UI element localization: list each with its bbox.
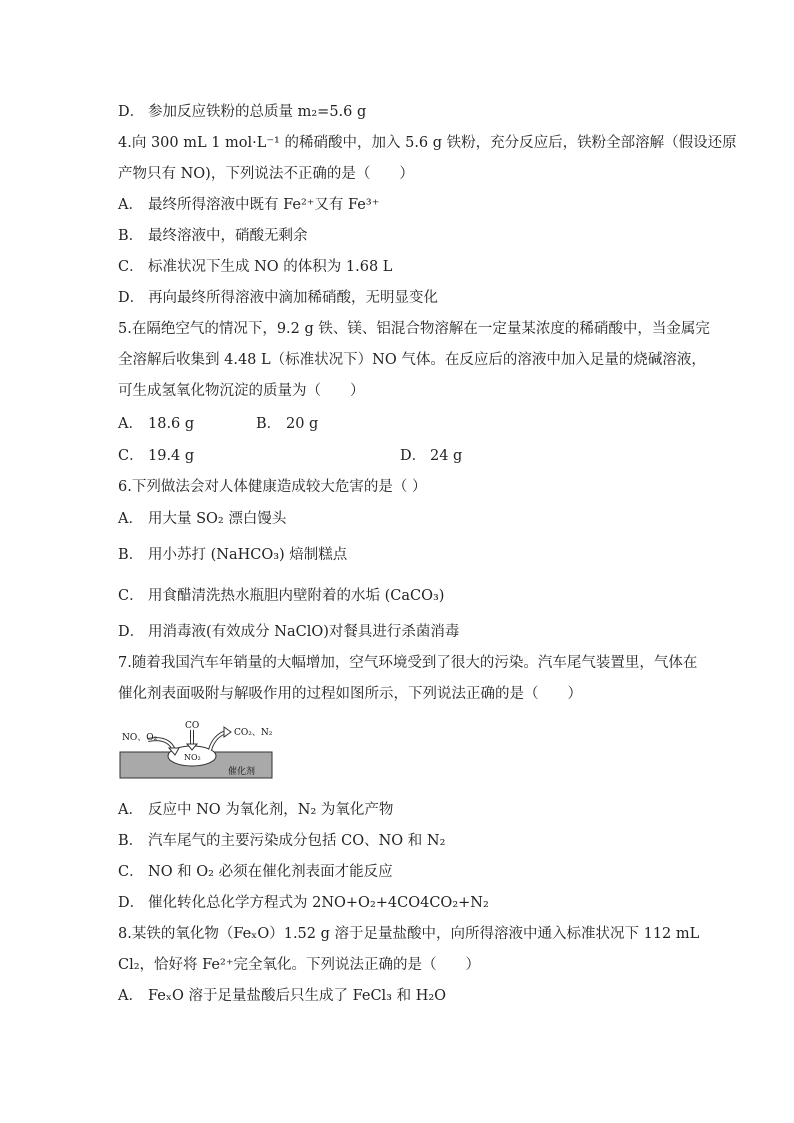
q5-option-c: C． 19.4 g	[118, 448, 195, 464]
label-co: CO	[185, 721, 200, 731]
q4-option-b: B． 最终溶液中，硝酸无剩余	[118, 228, 308, 244]
question-8-line-1: 8.某铁的氧化物（FeₓO）1.52 g 溶于足量盐酸中，向所得溶液中通入标准状况下 112 mL	[118, 926, 700, 942]
arrow-out-head	[224, 727, 231, 737]
question-5-line-2: 全溶解后收集到 4.48 L（标准状况下）NO 气体。在反应后的溶液中加入足量的烧碱溶液，	[118, 352, 706, 368]
question-7-line-2: 催化剂表面吸附与解吸作用的过程如图所示，下列说法正确的是（ ）	[118, 686, 582, 702]
q8-option-a: A． FeₓO 溶于足量盐酸后只生成了 FeCl₃ 和 H₂O	[118, 988, 447, 1004]
q7-option-c: C． NO 和 O₂ 必须在催化剂表面才能反应	[118, 864, 393, 880]
label-no2: NO₂	[184, 753, 201, 762]
option-d-prev: D． 参加反应铁粉的总质量 m₂=5.6 g	[118, 104, 367, 120]
q7-option-d: D． 催化转化总化学方程式为 2NO+O₂+4CO4CO₂+N₂	[118, 895, 489, 911]
label-reactants: NO、O₂	[122, 733, 158, 743]
q5-options-row-2	[118, 446, 678, 466]
q6-option-c: C． 用食醋清洗热水瓶胆内壁附着的水垢 (CaCO₃)	[118, 588, 445, 604]
q5-option-b: B． 20 g	[256, 416, 319, 432]
q6-option-a: A． 用大量 SO₂ 漂白馒头	[118, 511, 287, 527]
catalyst-diagram	[118, 718, 276, 780]
question-5-line-3: 可生成氢氧化物沉淀的质量为（ ）	[118, 383, 365, 399]
question-7-line-1: 7.随着我国汽车年销量的大幅增加，空气环境受到了很大的污染。汽车尾气装置里，气体在	[118, 655, 698, 671]
q7-option-a: A． 反应中 NO 为氧化剂，N₂ 为氧化产物	[118, 802, 394, 818]
q4-option-c: C． 标准状况下生成 NO 的体积为 1.68 L	[118, 259, 393, 275]
q5-option-d: D． 24 g	[400, 448, 463, 464]
question-4-line-1: 4.向 300 mL 1 mol·L⁻¹ 的稀硝酸中，加入 5.6 g 铁粉，充分反应后，铁粉全部溶解（假设还原	[118, 135, 737, 151]
label-products: CO₂、N₂	[234, 728, 273, 738]
question-5-line-1: 5.在隔绝空气的情况下，9.2 g 铁、镁、铝混合物溶解在一定量某浓度的稀硝酸中，当金属完	[118, 321, 710, 337]
q6-option-d: D． 用消毒液(有效成分 NaClO)对餐具进行杀菌消毒	[118, 624, 460, 640]
q4-option-d: D． 再向最终所得溶液中滴加稀硝酸，无明显变化	[118, 290, 438, 306]
question-4-line-2: 产物只有 NO)，下列说法不正确的是（ ）	[118, 166, 414, 182]
q7-option-b: B． 汽车尾气的主要污染成分包括 CO、NO 和 N₂	[118, 833, 446, 849]
q6-option-b: B． 用小苏打 (NaHCO₃) 焙制糕点	[118, 547, 348, 563]
question-8-line-2: Cl₂，恰好将 Fe²⁺完全氧化。下列说法正确的是（ ）	[118, 957, 480, 973]
q5-options-row-1	[118, 414, 678, 434]
q4-option-a: A． 最终所得溶液中既有 Fe²⁺又有 Fe³⁺	[118, 197, 380, 213]
q5-option-a: A． 18.6 g	[118, 416, 195, 432]
question-6: 6.下列做法会对人体健康造成较大危害的是（ ）	[118, 479, 427, 495]
label-catalyst: 催化剂	[228, 767, 256, 777]
